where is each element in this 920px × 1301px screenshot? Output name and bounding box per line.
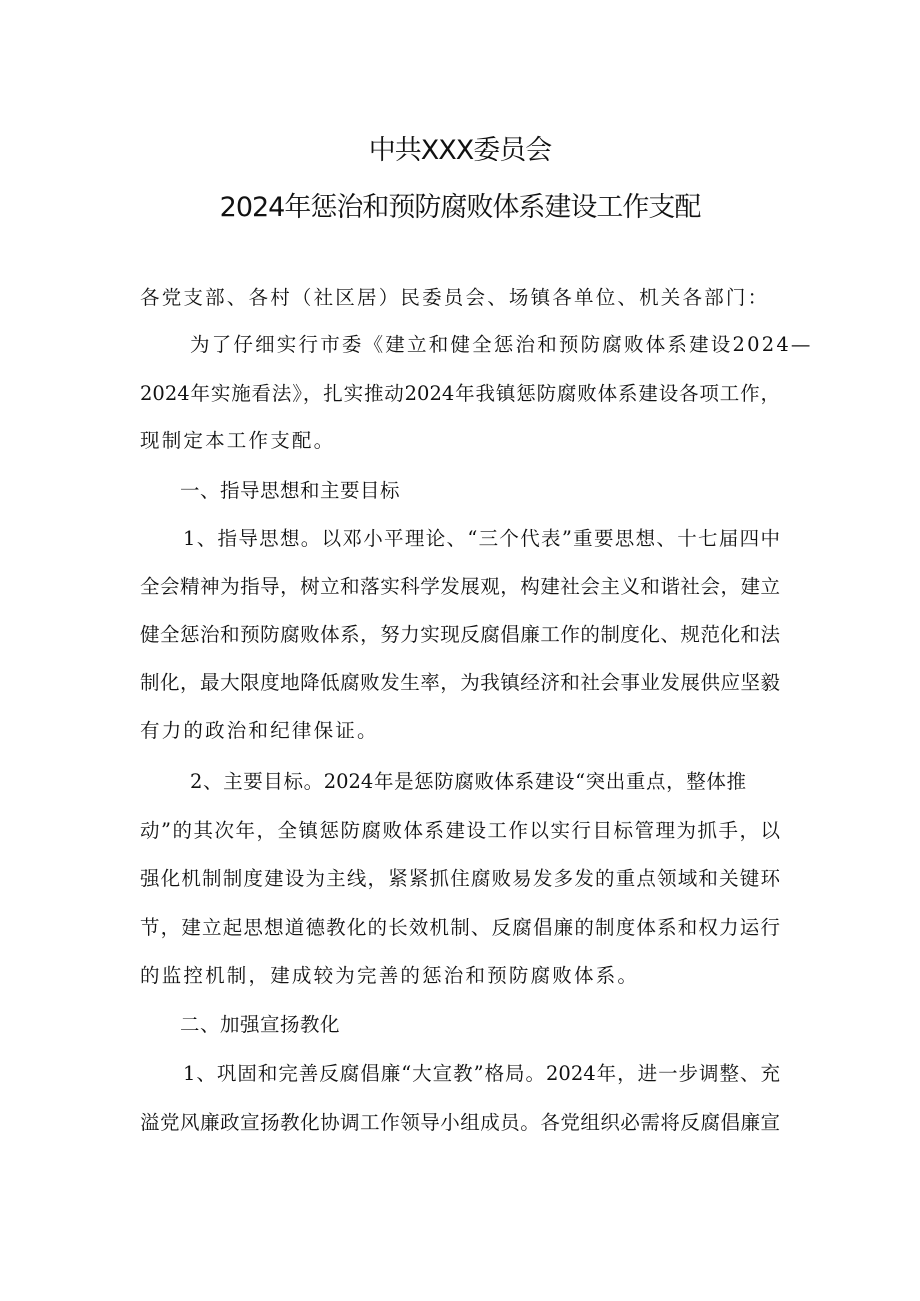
paragraph-line: 强化机制制度建设为主线，紧紧抓住腐败易发多发的重点领域和关键环 <box>140 867 780 890</box>
section-heading-publicity-education: 二、加强宣扬教化 <box>180 1013 341 1036</box>
paragraph-line: 动”的其次年，全镇惩防腐败体系建设工作以实行目标管理为抓手，以 <box>140 819 780 842</box>
paragraph-line: 健全惩治和预防腐败体系，努力实现反腐倡廉工作的制度化、规范化和法 <box>140 623 780 646</box>
paragraph-line: 有力的政治和纪律保证。 <box>140 719 379 742</box>
paragraph-line: 2、主要目标。2024年是惩防腐败体系建设“突出重点，整体推 <box>190 770 746 793</box>
paragraph-line: 1、巩固和完善反腐倡廉“大宣教”格局。2024年，进一步调整、充 <box>183 1062 780 1085</box>
paragraph-line: 节，建立起思想道德教化的长效机制、反腐倡廉的制度体系和权力运行 <box>140 916 780 939</box>
intro-line: 现制定本工作支配。 <box>140 429 336 452</box>
document-title-plan: 2024年惩治和预防腐败体系建设工作支配 <box>219 192 701 223</box>
section-heading-guiding-ideology: 一、指导思想和主要目标 <box>180 479 401 502</box>
document-title-organization: 中共XXX委员会 <box>368 135 552 166</box>
intro-line: 2024年实施看法》，扎实推动2024年我镇惩防腐败体系建设各项工作， <box>140 382 780 405</box>
salutation: 各党支部、各村（社区居）民委员会、场镇各单位、机关各部门： <box>140 286 770 309</box>
paragraph-line: 制化，最大限度地降低腐败发生率，为我镇经济和社会事业发展供应坚毅 <box>140 671 780 694</box>
paragraph-line: 的监控机制，建成较为完善的惩治和预防腐败体系。 <box>140 964 640 987</box>
paragraph-line: 全会精神为指导，树立和落实科学发展观，构建社会主义和谐社会，建立 <box>140 575 780 598</box>
paragraph-line: 1、指导思想。以邓小平理论、“三个代表”重要思想、十七届四中 <box>183 527 780 550</box>
paragraph-line: 溢党风廉政宣扬教化协调工作领导小组成员。各党组织必需将反腐倡廉宣 <box>140 1111 780 1134</box>
intro-line: 为了仔细实行市委《建立和健全惩治和预防腐败体系建设2024— <box>190 333 813 356</box>
